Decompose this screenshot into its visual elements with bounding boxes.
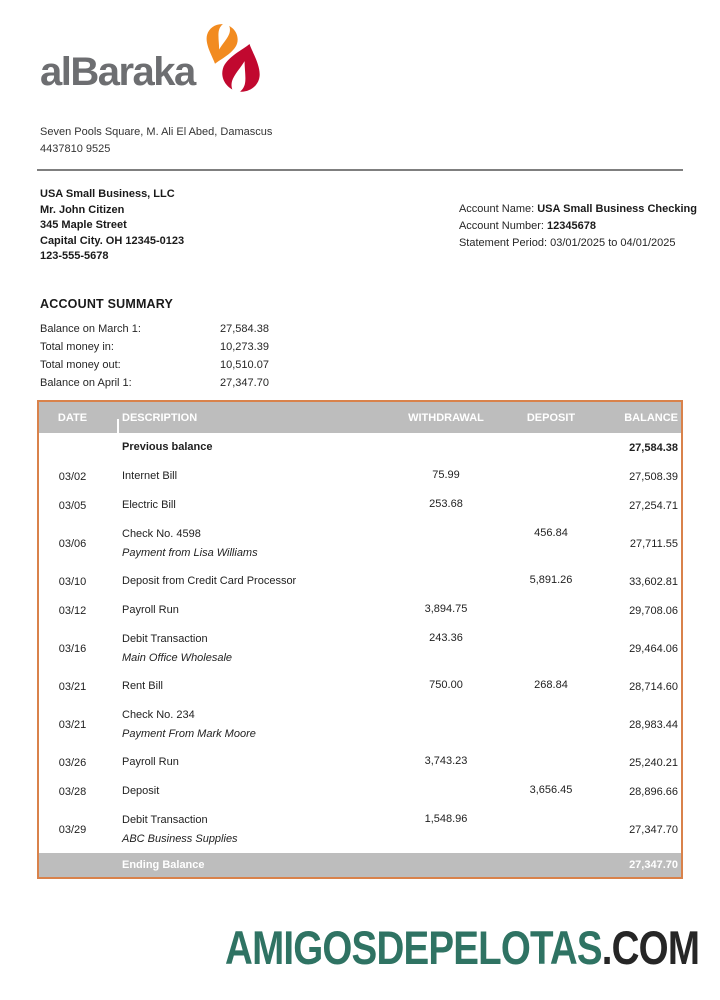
transaction-balance: 27,508.39 [629, 470, 678, 483]
summary-row: Total money out: 10,510.07 [40, 356, 683, 374]
transaction-deposit [501, 433, 601, 440]
transaction-row [39, 806, 681, 853]
transaction-balance: 27,584.38 [629, 441, 678, 454]
transaction-withdrawal [391, 701, 501, 708]
transaction-date: 03/02 [58, 470, 87, 483]
summary-row: Balance on April 1: 27,347.70 [40, 374, 683, 392]
transaction-date: 03/21 [58, 680, 87, 693]
section-divider [37, 169, 683, 171]
transaction-date: 03/16 [58, 642, 87, 655]
transaction-withdrawal [391, 520, 501, 527]
transaction-date: 03/28 [58, 785, 87, 798]
transaction-description: Internet Bill [122, 470, 178, 482]
transaction-date: 03/12 [58, 604, 87, 617]
account-name-value: USA Small Business Checking [537, 203, 697, 215]
transaction-description: Electric Bill [122, 499, 176, 511]
bank-address [40, 124, 683, 158]
transactions-table [37, 400, 683, 879]
transaction-withdrawal: 75.99 [432, 469, 460, 481]
header-balance: BALANCE [624, 411, 678, 424]
transaction-row [39, 596, 681, 625]
statement-period-value: 03/01/2025 to 04/01/2025 [550, 237, 676, 249]
transaction-deposit: 268.84 [534, 679, 568, 691]
summary-value: 10,510.07 [220, 359, 269, 371]
bank-logo [40, 30, 683, 98]
transaction-withdrawal: 3,743.23 [424, 755, 468, 767]
customer-line: USA Small Business, LLC [40, 188, 175, 200]
transaction-row [39, 433, 681, 462]
account-name-row: Account Name: USA Small Business Checking [458, 203, 697, 215]
transaction-deposit [501, 625, 601, 632]
transaction-balance: 33,602.81 [629, 575, 678, 588]
transaction-date: 03/10 [58, 575, 87, 588]
transaction-description: Payroll Run [122, 756, 179, 768]
transaction-date: 03/21 [58, 718, 87, 731]
transaction-description: Debit Transaction Main Office Wholesale [122, 633, 233, 664]
transaction-deposit [501, 596, 601, 603]
transaction-row [39, 491, 681, 520]
transaction-date: 03/05 [58, 499, 87, 512]
transaction-withdrawal: 3,894.75 [424, 603, 468, 615]
transaction-deposit [501, 748, 601, 755]
statement-period-row: Statement Period: 03/01/2025 to 04/01/2025 [458, 237, 676, 249]
transaction-row [39, 625, 681, 672]
transaction-deposit [501, 701, 601, 708]
account-summary-title: ACCOUNT SUMMARY [40, 297, 174, 311]
transaction-deposit [501, 462, 601, 469]
transaction-balance: 27,711.55 [629, 537, 678, 550]
transaction-deposit: 3,656.45 [529, 784, 573, 796]
transactions-body [39, 433, 681, 853]
transaction-balance: 28,983.44 [629, 718, 678, 731]
transaction-withdrawal: 253.68 [429, 498, 463, 510]
transaction-description: Payroll Run [122, 604, 179, 616]
transactions-header-row [39, 402, 681, 433]
bank-address-line1: Seven Pools Square, M. Ali El Abed, Damascus [40, 126, 273, 138]
watermark-main: AMIGOSDEPELOTAS [224, 921, 602, 974]
bank-address-line2: 4437810 9525 [40, 143, 111, 155]
transaction-row [39, 701, 681, 748]
customer-line: 345 Maple Street [40, 219, 127, 231]
transaction-description: Deposit [122, 785, 160, 797]
transaction-balance: 27,254.71 [629, 499, 678, 512]
header-withdrawal: WITHDRAWAL [408, 411, 484, 424]
transaction-withdrawal: 1,548.96 [424, 813, 468, 825]
ending-balance-label: Ending Balance [122, 859, 205, 871]
transaction-balance: 29,464.06 [629, 642, 678, 655]
transaction-withdrawal [391, 433, 501, 440]
transaction-description: Rent Bill [122, 680, 163, 692]
account-summary-list [37, 320, 683, 392]
account-number-value: 12345678 [547, 220, 596, 232]
summary-row: Balance on March 1: 27,584.38 [40, 320, 683, 338]
transaction-row [39, 672, 681, 701]
watermark-suffix: .COM [601, 921, 699, 974]
transaction-balance: 29,708.06 [629, 604, 678, 617]
transaction-description: Check No. 4598 Payment from Lisa Williams [122, 528, 258, 559]
transaction-date: 03/06 [58, 537, 87, 550]
transaction-balance: 28,714.60 [629, 680, 678, 693]
transaction-date: 03/29 [58, 823, 87, 836]
transaction-description: Deposit from Credit Card Processor [122, 575, 297, 587]
transaction-description: Check No. 234 Payment From Mark Moore [122, 709, 256, 740]
flame-drops-icon [200, 23, 266, 98]
transaction-row [39, 567, 681, 596]
transaction-row [39, 748, 681, 777]
transaction-balance: 27,347.70 [629, 823, 678, 836]
bank-logo-text: alBaraka [40, 50, 195, 94]
transaction-date: 03/26 [58, 756, 87, 769]
summary-row: Total money in: 10,273.39 [40, 338, 683, 356]
summary-value: 10,273.39 [220, 341, 269, 353]
summary-value: 27,584.38 [220, 323, 269, 335]
ending-balance-row [39, 853, 681, 877]
customer-line: Capital City. OH 12345-0123 [40, 234, 185, 247]
header-deposit: DEPOSIT [526, 411, 576, 424]
header-date: DATE [39, 402, 119, 433]
transaction-balance: 28,896.66 [629, 785, 678, 798]
account-info-block [459, 201, 697, 252]
transaction-withdrawal [391, 777, 501, 784]
header-description: DESCRIPTION [122, 411, 198, 424]
transaction-balance: 25,240.21 [629, 756, 678, 769]
account-number-row: Account Number: 12345678 [458, 220, 596, 232]
site-watermark [225, 922, 699, 974]
transaction-row [39, 462, 681, 491]
customer-line: 123-555-5678 [40, 250, 109, 262]
transaction-deposit [501, 806, 601, 813]
transaction-deposit [501, 491, 601, 498]
customer-line: Mr. John Citizen [40, 203, 125, 216]
parties-section [37, 187, 697, 297]
ending-balance-value: 27,347.70 [629, 859, 678, 871]
transaction-description: Previous balance [122, 441, 213, 453]
transaction-deposit: 5,891.26 [529, 574, 573, 586]
transaction-deposit: 456.84 [534, 527, 568, 539]
transaction-withdrawal: 243.36 [429, 632, 463, 644]
summary-value: 27,347.70 [220, 377, 269, 389]
transaction-withdrawal [391, 567, 501, 574]
transaction-row [39, 777, 681, 806]
transaction-description: Debit Transaction ABC Business Supplies [122, 814, 238, 845]
transaction-row [39, 520, 681, 567]
transaction-withdrawal: 750.00 [429, 679, 463, 691]
